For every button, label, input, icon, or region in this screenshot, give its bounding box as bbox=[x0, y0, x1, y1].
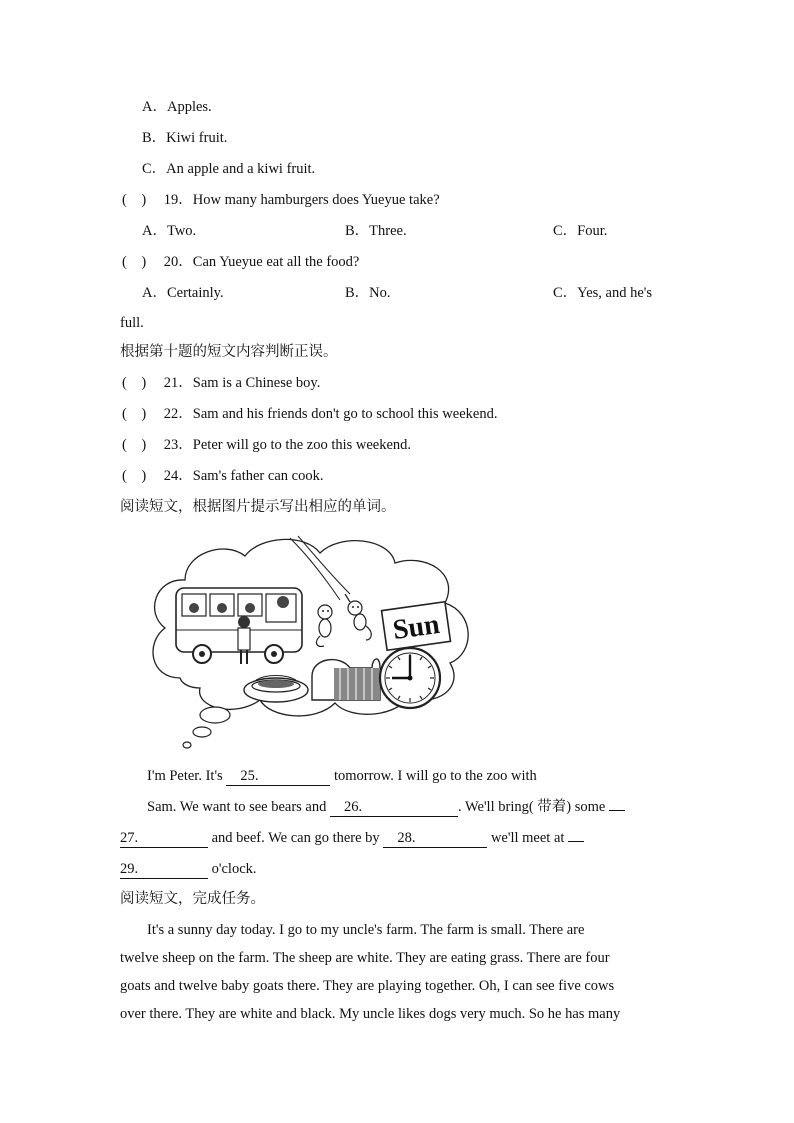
blank-29-start[interactable] bbox=[568, 841, 584, 842]
thought-bubble-small bbox=[200, 707, 230, 723]
bus-icon bbox=[176, 588, 302, 664]
q19-option-a: A．Two. bbox=[142, 223, 197, 239]
q20-option-c: C．Yes, and he's bbox=[553, 285, 653, 301]
sunday-sign bbox=[382, 602, 451, 651]
reading-line-1: It's a sunny day today. I go to my uncle's farm. The farm is small. There are bbox=[147, 922, 585, 938]
section-instruction-picture: 阅读短文，根据图片提示写出相应的单词。 bbox=[120, 499, 396, 515]
cloze-line-4: 29. o'clock. bbox=[120, 861, 257, 877]
q19-option-b: B．Three. bbox=[345, 223, 407, 239]
thought-bubble-smaller bbox=[193, 727, 211, 737]
answer-paren[interactable]: ( ) bbox=[122, 406, 147, 422]
reading-line-3: goats and twelve baby goats there. They are playing together. Oh, I can see five cows bbox=[120, 978, 615, 994]
tf-statement: 22．Sam and his friends don't go to school this weekend. bbox=[163, 406, 498, 422]
blank-26[interactable]: 26. bbox=[330, 798, 458, 817]
tf-statement: 21．Sam is a Chinese boy. bbox=[163, 375, 321, 391]
blank-27[interactable]: 27. bbox=[120, 829, 208, 848]
q19-row bbox=[122, 190, 440, 210]
blank-29[interactable]: 29. bbox=[120, 860, 208, 879]
sunday-sign-text: Sun bbox=[390, 608, 442, 647]
cloze-line-2: Sam. We want to see bears and 26. . We'll bring( 带着) some bbox=[147, 797, 625, 817]
reading-line-2: twelve sheep on the farm. The sheep are white. They are eating grass. There are four bbox=[120, 950, 610, 966]
q20-option-a: A．Certainly. bbox=[142, 285, 224, 301]
section-instruction-tf: 根据第十题的短文内容判断正误。 bbox=[120, 344, 338, 360]
answer-paren[interactable]: ( ) bbox=[122, 375, 147, 391]
q18-option-b: B．Kiwi fruit. bbox=[142, 130, 228, 146]
reading-line-4: over there. They are white and black. My uncle likes dogs very much. So he has many bbox=[120, 1006, 621, 1022]
cloze-line-1: I'm Peter. It's 25. tomorrow. I will go to the zoo with bbox=[147, 768, 537, 784]
answer-paren[interactable]: ( ) bbox=[122, 254, 147, 270]
blank-28[interactable]: 28. bbox=[383, 829, 487, 848]
q20-option-b: B．No. bbox=[345, 285, 391, 301]
tf-item-24 bbox=[122, 466, 323, 486]
section-instruction-reading: 阅读短文，完成任务。 bbox=[120, 891, 265, 907]
thought-cloud-illustration bbox=[140, 528, 480, 754]
tf-item-22 bbox=[122, 404, 497, 424]
blank-27-start[interactable] bbox=[609, 810, 625, 811]
tf-statement: 24．Sam's father can cook. bbox=[163, 468, 324, 484]
q18-option-c: C．An apple and a kiwi fruit. bbox=[142, 161, 316, 177]
tf-statement: 23．Peter will go to the zoo this weekend. bbox=[163, 437, 412, 453]
answer-paren[interactable]: ( ) bbox=[122, 468, 147, 484]
q19-option-c: C．Four. bbox=[553, 223, 608, 239]
q19-question: 19．How many hamburgers does Yueyue take? bbox=[163, 192, 440, 208]
answer-paren[interactable]: ( ) bbox=[122, 437, 147, 453]
tf-item-23 bbox=[122, 435, 411, 455]
cloze-line-3: 27. and beef. We can go there by 28. we'll meet at bbox=[120, 828, 584, 848]
answer-paren[interactable]: ( ) bbox=[122, 192, 147, 208]
q18-option-a: A．Apples. bbox=[142, 99, 212, 115]
clock-icon bbox=[380, 648, 440, 708]
q20-option-c-continued: full. bbox=[120, 315, 144, 331]
q20-row bbox=[122, 252, 359, 272]
thought-bubble-smallest bbox=[183, 742, 191, 748]
q20-question: 20．Can Yueyue eat all the food? bbox=[163, 254, 360, 270]
blank-25[interactable]: 25. bbox=[226, 767, 330, 786]
tf-item-21 bbox=[122, 373, 320, 393]
